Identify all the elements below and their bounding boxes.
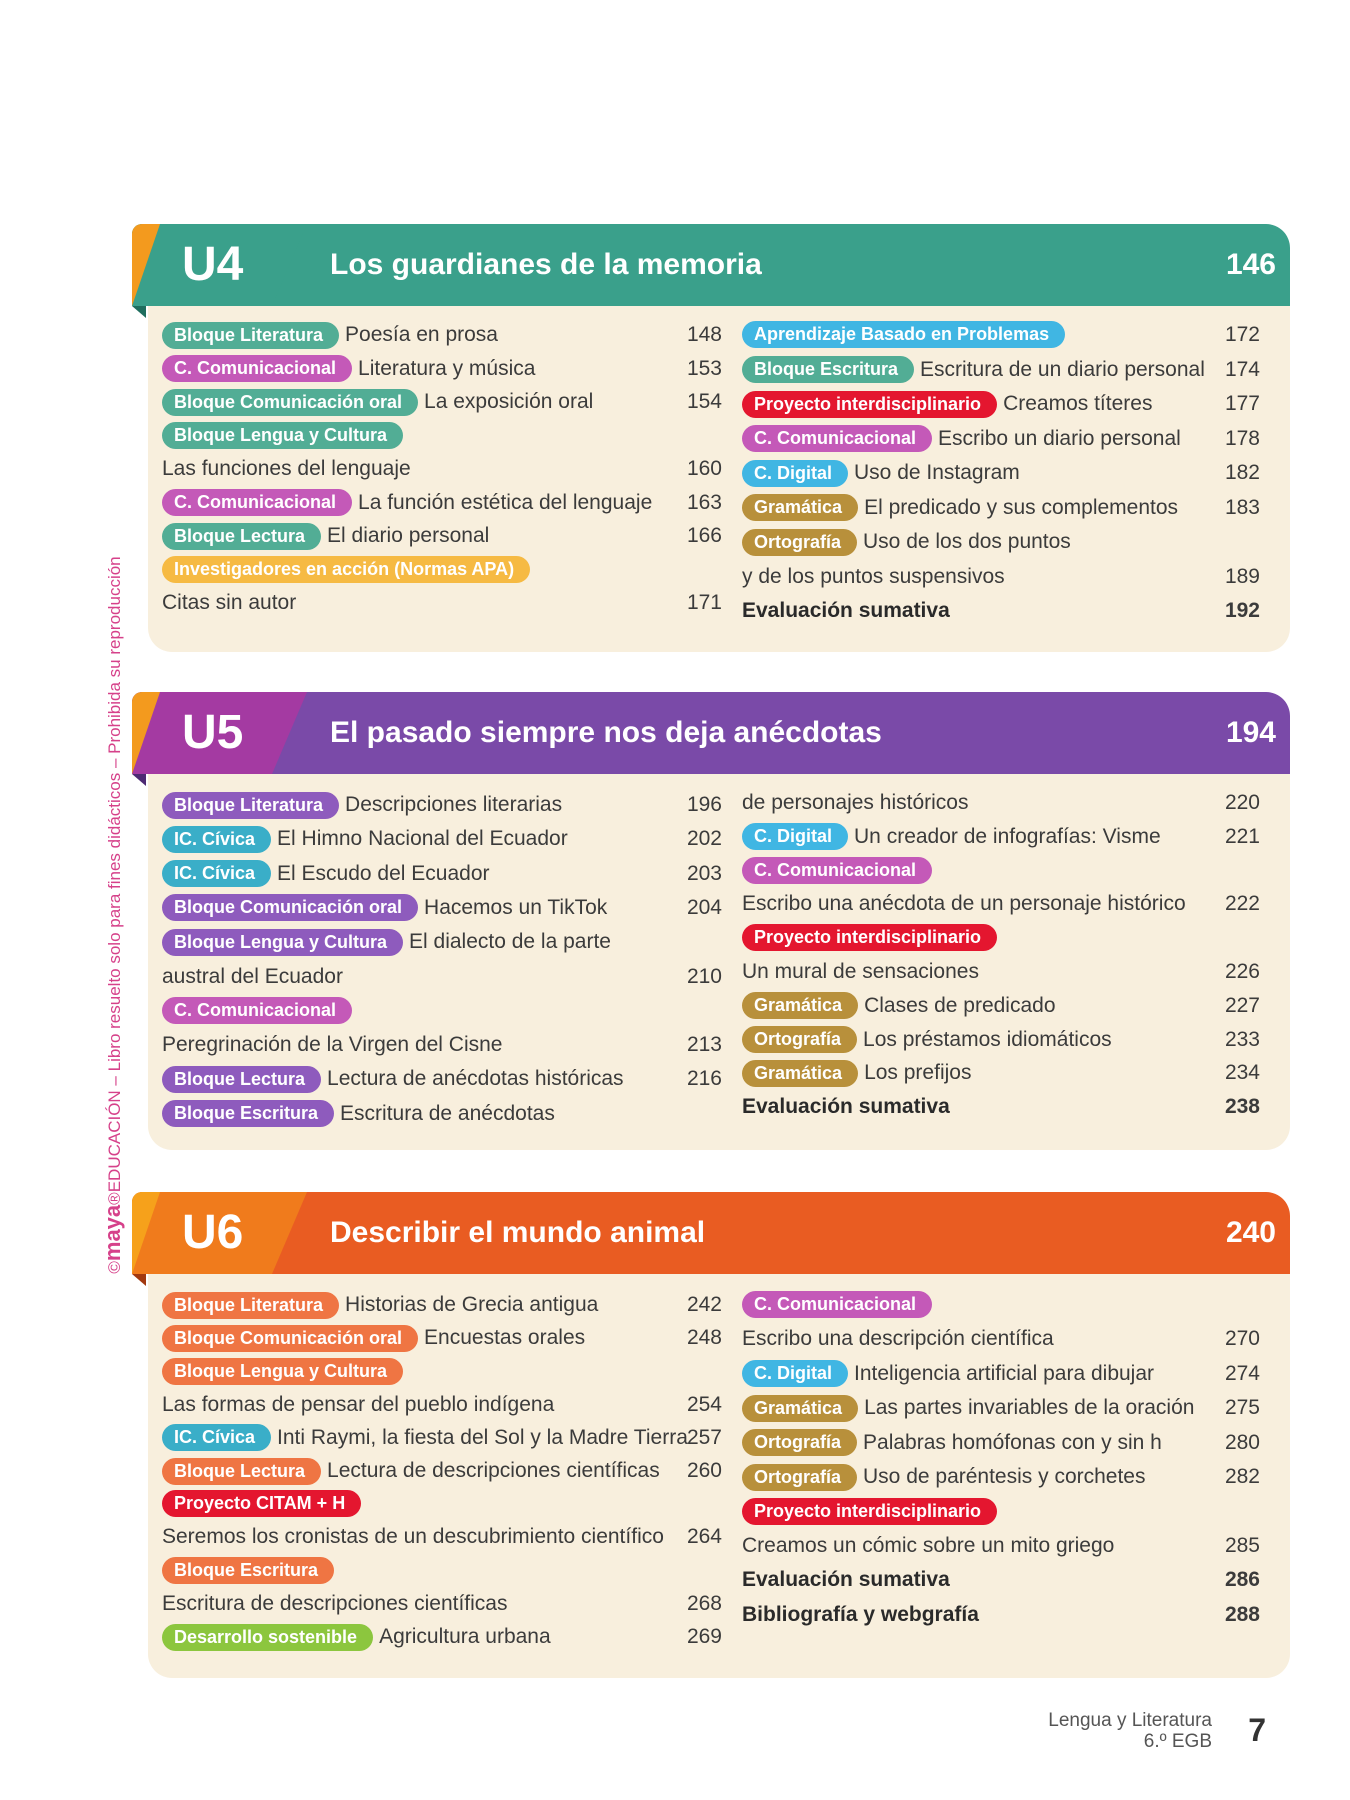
entry-page: 153 (686, 356, 722, 380)
side-copyright-text (100, 556, 126, 1273)
toc-entry[interactable] (742, 1391, 1260, 1425)
entry-title: Escritura de descripciones científicas (162, 1591, 508, 1615)
tag-bloque-lengua-y-cultura: Bloque Lengua y Cultura (162, 1358, 403, 1385)
tag-gramatica: Gramática (742, 1060, 858, 1087)
unit-start-page: 240 (1225, 1216, 1276, 1249)
toc-entry[interactable] (162, 960, 722, 994)
entry-title: Un mural de sensaciones (742, 960, 979, 983)
entry-title: Uso de Instagram (854, 461, 1020, 484)
toc-entry[interactable] (162, 994, 722, 1028)
tag-c-comunicacional: C. Comunicacional (742, 857, 932, 884)
entry-title: Creamos un cómic sobre un mito griego (742, 1533, 1115, 1557)
entry-title: La exposición oral (424, 390, 594, 413)
entry-page: 269 (686, 1625, 722, 1648)
toc-entry[interactable] (162, 1354, 722, 1388)
tag-c-comunicacional: C. Comunicacional (162, 489, 352, 516)
entry-title: austral del Ecuador (162, 964, 343, 988)
tag-bloque-escritura: Bloque Escritura (162, 1557, 334, 1584)
entry-title: Escritura de anécdotas (340, 1101, 555, 1125)
entry-title: Las formas de pensar del pueblo indígena (162, 1392, 555, 1416)
entry-title: Los préstamos idiomáticos (863, 1027, 1112, 1051)
entry-title: Uso de los dos puntos (863, 530, 1071, 553)
entry-page: 163 (686, 490, 722, 514)
toc-entry[interactable] (742, 1426, 1260, 1460)
toc-entry[interactable] (162, 1288, 722, 1322)
entry-page: 268 (686, 1591, 722, 1615)
entry-title: El diario personal (327, 524, 490, 547)
tag-ic-civica: IC. Cívica (162, 1424, 271, 1451)
toc-entry[interactable] (742, 820, 1260, 854)
entry-title: Hacemos un TikTok (424, 895, 608, 919)
tag-c-digital: C. Digital (742, 823, 848, 850)
entry-title: Evaluación sumativa (742, 1095, 950, 1119)
entry-page: 280 (1224, 1430, 1260, 1454)
entry-page: 166 (686, 524, 722, 547)
tag-proyecto-interdisciplinario: Proyecto interdisciplinario (742, 391, 997, 418)
toc-column-left (162, 1288, 722, 1663)
side-copyright (100, 500, 126, 1330)
tag-investigadores-en-accion-normas-apa: Investigadores en acción (Normas APA) (162, 556, 530, 583)
tag-ortografia: Ortografía (742, 1026, 857, 1053)
unit-header (132, 692, 1290, 774)
tag-c-comunicacional: C. Comunicacional (162, 997, 352, 1024)
entry-title: El predicado y sus complementos (864, 495, 1179, 519)
tag-bloque-comunicacion-oral: Bloque Comunicación oral (162, 894, 418, 921)
toc-entry[interactable] (742, 1023, 1260, 1057)
entry-title: Agricultura urbana (379, 1625, 551, 1648)
page-number: 7 (1248, 1712, 1266, 1748)
entry-title: Evaluación sumativa (742, 1568, 950, 1592)
tag-bloque-escritura: Bloque Escritura (742, 356, 914, 383)
toc-entry[interactable] (162, 1520, 722, 1554)
toc-entry[interactable] (162, 586, 722, 620)
tag-gramatica: Gramática (742, 494, 858, 521)
toc-entry[interactable] (162, 318, 722, 352)
entry-title: Clases de predicado (864, 993, 1056, 1017)
unit-start-page: 146 (1225, 248, 1276, 281)
entry-title: Escribo una anécdota de un personaje histórico (742, 892, 1186, 916)
tag-aprendizaje-basado-en-problemas: Aprendizaje Basado en Problemas (742, 321, 1065, 348)
toc-entry[interactable] (742, 1056, 1260, 1090)
entry-page: 148 (686, 323, 722, 346)
entry-title: Inti Raymi, la fiesta del Sol y la Madre Tierra (277, 1425, 688, 1449)
entry-title: Las funciones del lenguaje (162, 457, 411, 480)
entry-title: Bibliografía y webgrafía (742, 1602, 979, 1626)
entry-title: Un creador de infografías: Visme (854, 824, 1161, 848)
entry-page: 264 (686, 1525, 722, 1549)
entry-page: 275 (1224, 1396, 1260, 1420)
tag-bloque-lectura: Bloque Lectura (162, 1066, 321, 1093)
tag-bloque-comunicacion-oral: Bloque Comunicación oral (162, 389, 418, 416)
toc-entry[interactable] (162, 1587, 722, 1621)
entry-title: Escribo un diario personal (938, 426, 1181, 450)
entry-page: 154 (686, 390, 722, 413)
toc-entry[interactable] (162, 891, 722, 925)
toc-entry[interactable] (742, 955, 1260, 989)
copyright-symbol: © (105, 1261, 124, 1274)
toc-entry[interactable] (742, 1357, 1260, 1391)
registered-symbol: ® (105, 1192, 124, 1205)
tag-c-digital: C. Digital (742, 460, 848, 487)
entry-page: 282 (1224, 1465, 1260, 1488)
entry-title: La función estética del lenguaje (358, 490, 653, 514)
entry-page: 286 (1224, 1568, 1260, 1592)
toc-entry[interactable] (162, 1321, 722, 1355)
entry-page: 270 (1224, 1327, 1260, 1351)
toc-entry[interactable] (162, 519, 722, 553)
toc-entry[interactable] (162, 1028, 722, 1062)
entry-title: Encuestas orales (424, 1326, 586, 1350)
entry-title: Peregrinación de la Virgen del Cisne (162, 1033, 503, 1057)
entry-title: El dialecto de la parte (409, 930, 611, 954)
toc-entry[interactable] (742, 1288, 1260, 1322)
tag-bloque-lengua-y-cultura: Bloque Lengua y Cultura (162, 422, 403, 449)
tag-desarrollo-sostenible: Desarrollo sostenible (162, 1624, 373, 1651)
tag-ortografia: Ortografía (742, 529, 857, 556)
toc-entry[interactable] (162, 486, 722, 520)
entry-title: Los prefijos (864, 1061, 972, 1085)
entry-page: 216 (686, 1067, 722, 1091)
entry-title: El Escudo del Ecuador (277, 861, 490, 885)
toc-entry[interactable] (742, 422, 1260, 456)
toc-column-left (162, 788, 722, 1141)
entry-page: 160 (686, 457, 722, 480)
entry-title: Literatura y música (358, 356, 536, 380)
entry-page: 285 (1224, 1533, 1260, 1557)
tag-gramatica: Gramática (742, 992, 858, 1019)
entry-title: Uso de paréntesis y corchetes (863, 1465, 1146, 1488)
entry-page: 226 (1224, 960, 1260, 983)
toc-entry[interactable] (162, 385, 722, 419)
tag-c-comunicacional: C. Comunicacional (162, 355, 352, 382)
toc-entry[interactable] (742, 387, 1260, 421)
toc-entry[interactable] (162, 452, 722, 486)
entry-title: Lectura de anécdotas históricas (327, 1067, 624, 1091)
tag-bloque-comunicacion-oral: Bloque Comunicación oral (162, 1325, 418, 1352)
footer-book-info (1048, 1710, 1212, 1752)
footer-subject: Lengua y Literatura (1048, 1710, 1212, 1731)
toc-entry[interactable] (742, 525, 1260, 559)
toc-entry[interactable] (162, 1062, 722, 1096)
entry-title: Escritura de un diario personal (920, 357, 1205, 381)
entry-title: de personajes históricos (742, 791, 969, 814)
toc-entry[interactable] (162, 857, 722, 891)
entry-page: 222 (1224, 892, 1260, 916)
toc-column-right (742, 1288, 1260, 1642)
toc-entry[interactable] (162, 1097, 722, 1131)
toc-entry[interactable] (742, 594, 1260, 628)
entry-page: 177 (1224, 392, 1260, 415)
toc-entry[interactable] (742, 491, 1260, 525)
tag-c-comunicacional: C. Comunicacional (742, 1291, 932, 1318)
entry-page: 171 (686, 591, 722, 614)
toc-entry[interactable] (162, 1487, 722, 1521)
tag-proyecto-interdisciplinario: Proyecto interdisciplinario (742, 1498, 997, 1525)
tag-bloque-lectura: Bloque Lectura (162, 1458, 321, 1485)
entry-title: Palabras homófonas con y sin h (863, 1430, 1162, 1454)
toc-entry[interactable] (742, 887, 1260, 921)
tag-bloque-literatura: Bloque Literatura (162, 792, 339, 819)
entry-page: 260 (686, 1459, 722, 1482)
entry-page: 213 (686, 1033, 722, 1057)
unit-flag-fold (132, 774, 146, 786)
entry-page: 221 (1224, 824, 1260, 848)
entry-page: 242 (686, 1293, 722, 1316)
entry-page: 227 (1224, 993, 1260, 1017)
toc-entry[interactable] (742, 1494, 1260, 1528)
toc-entry[interactable] (742, 353, 1260, 387)
entry-page: 248 (686, 1326, 722, 1350)
entry-page: 233 (1224, 1027, 1260, 1051)
tag-ic-civica: IC. Cívica (162, 826, 271, 853)
entry-page: 192 (1224, 599, 1260, 622)
tag-ortografia: Ortografía (742, 1464, 857, 1491)
entry-page: 204 (686, 895, 722, 919)
toc-column-right (742, 318, 1260, 639)
toc-column-right (742, 786, 1260, 1134)
toc-entry[interactable] (162, 1620, 722, 1654)
unit-title: Describir el mundo animal (330, 1216, 706, 1249)
tag-c-comunicacional: C. Comunicacional (742, 425, 932, 452)
tag-bloque-lectura: Bloque Lectura (162, 523, 321, 550)
unit-header (132, 1192, 1290, 1274)
toc-entry[interactable] (742, 921, 1260, 955)
entry-title: Las partes invariables de la oración (864, 1396, 1195, 1420)
entry-title: Descripciones literarias (345, 793, 563, 816)
entry-page: 254 (686, 1392, 722, 1416)
tag-proyecto-interdisciplinario: Proyecto interdisciplinario (742, 924, 997, 951)
entry-page: 196 (686, 793, 722, 816)
unit-header (132, 224, 1290, 306)
unit-code: U5 (182, 706, 244, 759)
entry-page: 238 (1224, 1095, 1260, 1119)
entry-title: Creamos títeres (1003, 392, 1153, 415)
entry-title: El Himno Nacional del Ecuador (277, 827, 568, 851)
brand-name: maya (100, 1204, 125, 1262)
toc-entry[interactable] (742, 318, 1260, 352)
toc-entry[interactable] (742, 989, 1260, 1023)
entry-page: 172 (1224, 323, 1260, 346)
entry-page: 182 (1224, 461, 1260, 484)
tag-proyecto-citam-h: Proyecto CITAM + H (162, 1490, 361, 1517)
tag-bloque-lengua-y-cultura: Bloque Lengua y Cultura (162, 929, 403, 956)
unit-u4 (132, 224, 1290, 652)
footer-grade: 6.º EGB (1143, 1731, 1212, 1752)
entry-title: Lectura de descripciones científicas (327, 1459, 660, 1482)
toc-entry[interactable] (742, 560, 1260, 594)
tag-ic-civica: IC. Cívica (162, 860, 271, 887)
toc-entry[interactable] (742, 1598, 1260, 1632)
entry-page: 174 (1224, 357, 1260, 381)
entry-title: Escribo una descripción científica (742, 1327, 1054, 1351)
entry-page: 178 (1224, 426, 1260, 450)
entry-page: 210 (686, 964, 722, 988)
entry-page: 202 (686, 827, 722, 851)
toc-entry[interactable] (162, 419, 722, 453)
unit-flag-fold (132, 306, 146, 318)
entry-page: 234 (1224, 1061, 1260, 1085)
side-notice: EDUCACIÓN – Libro resuelto solo para fines didácticos – Prohibida su reproducción (105, 556, 124, 1193)
unit-title: Los guardianes de la memoria (330, 248, 762, 281)
toc-entry[interactable] (162, 788, 722, 822)
entry-page: 203 (686, 861, 722, 885)
unit-title: El pasado siempre nos deja anécdotas (330, 716, 882, 749)
tag-bloque-literatura: Bloque Literatura (162, 1292, 339, 1319)
toc-entry[interactable] (162, 822, 722, 856)
toc-column-left (162, 318, 722, 630)
toc-entry[interactable] (742, 786, 1260, 820)
toc-entry[interactable] (162, 1554, 722, 1588)
toc-entry[interactable] (162, 553, 722, 587)
entry-title: Poesía en prosa (345, 323, 498, 346)
entry-page: 288 (1224, 1602, 1260, 1626)
entry-page: 189 (1224, 564, 1260, 588)
unit-flag-fold (132, 1274, 146, 1286)
toc-entry[interactable] (162, 352, 722, 386)
entry-page: 220 (1224, 791, 1260, 814)
tag-gramatica: Gramática (742, 1395, 858, 1422)
toc-entry[interactable] (742, 456, 1260, 490)
tag-ortografia: Ortografía (742, 1429, 857, 1456)
toc-entry[interactable] (742, 1563, 1260, 1597)
toc-entry[interactable] (742, 1322, 1260, 1356)
toc-entry[interactable] (162, 1454, 722, 1488)
entry-title: Historias de Grecia antigua (345, 1293, 599, 1316)
unit-start-page: 194 (1225, 716, 1276, 749)
entry-title: Evaluación sumativa (742, 599, 950, 622)
toc-entry[interactable] (742, 1090, 1260, 1124)
entry-title: Citas sin autor (162, 591, 297, 614)
entry-title: Inteligencia artificial para dibujar (854, 1361, 1155, 1385)
entry-page: 274 (1224, 1361, 1260, 1385)
unit-u5 (132, 692, 1290, 1150)
tag-bloque-literatura: Bloque Literatura (162, 322, 339, 349)
entry-page: 257 (686, 1425, 722, 1449)
unit-code: U6 (182, 1206, 244, 1259)
entry-title: Seremos los cronistas de un descubrimiento científico (162, 1525, 664, 1549)
entry-page: 183 (1224, 495, 1260, 519)
toc-entry[interactable] (742, 1529, 1260, 1563)
toc-entry[interactable] (162, 1388, 722, 1422)
toc-entry[interactable] (742, 854, 1260, 888)
unit-code: U4 (182, 238, 244, 291)
toc-entry[interactable] (162, 1421, 722, 1455)
toc-entry[interactable] (162, 925, 722, 959)
tag-c-digital: C. Digital (742, 1360, 848, 1387)
entry-title: y de los puntos suspensivos (742, 564, 1005, 588)
toc-entry[interactable] (742, 1460, 1260, 1494)
tag-bloque-escritura: Bloque Escritura (162, 1100, 334, 1127)
unit-u6 (132, 1192, 1290, 1678)
